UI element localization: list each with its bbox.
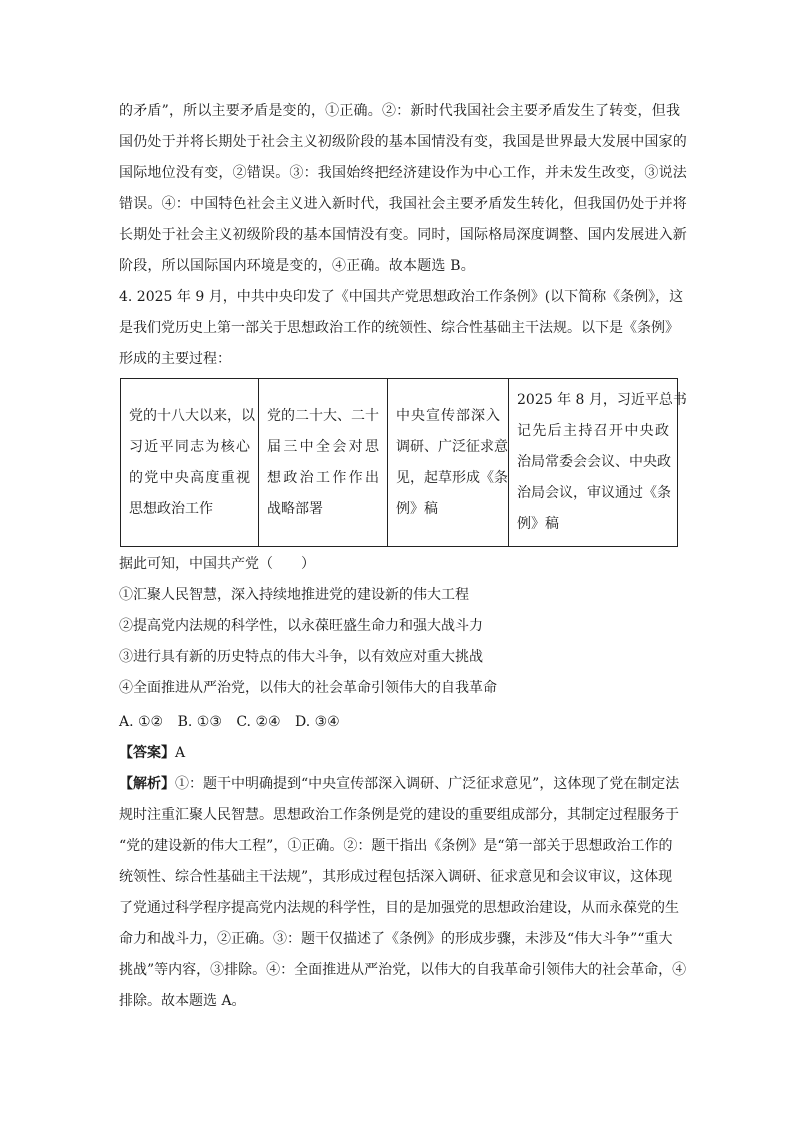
previous-analysis <box>119 96 687 282</box>
prev-analysis-line: 错误。④：中国特色社会主义进入新时代，我国社会主要矛盾发生转化，但我国仍处于并将 <box>119 196 687 212</box>
table-cell-2 <box>259 379 388 547</box>
cell-text-line: 中央宣传部深入 <box>396 407 500 424</box>
answer-value: A <box>175 745 186 761</box>
document-page <box>119 96 687 1017</box>
question-stem-line: 形成的主要过程： <box>119 351 231 367</box>
table-cell-1 <box>121 379 259 547</box>
table-cell-4 <box>509 379 687 547</box>
cell-text-line: 党的十八大以来，以 <box>129 407 255 424</box>
cell-text-line: 届三中全会对思 <box>267 438 379 455</box>
question-prompt: 据此可知，中国共产党（ ） <box>119 556 315 572</box>
analysis-line: “党的建设新的伟大工程”，①正确。②：题干指出《条例》是“第一部关于思想政治工作的 <box>119 838 673 854</box>
prev-analysis-line: 国际地位没有变，②错误。③：我国始终把经济建设作为中心工作，并未发生改变，③说法 <box>119 165 687 181</box>
cell-text-line: 的党中央高度重视 <box>129 469 250 486</box>
analysis-section <box>119 769 687 1017</box>
analysis-line: 排除。故本题选 A。 <box>119 993 246 1009</box>
cell-text-line: 调研、广泛征求意 <box>396 438 508 455</box>
table-row <box>121 379 678 547</box>
analysis-line: 命力和战斗力，②正确。③：题干仅描述了《条例》的形成步骤，未涉及“伟大斗争”“重大 <box>119 931 673 947</box>
analysis-line: 规时注重汇聚人民智慧。思想政治工作条例是党的建设的重要组成部分，其制定过程服务于 <box>119 807 679 823</box>
question-stem-line: 是我们党历史上第一部关于思想政治工作的统领性、综合性基础主干法规。以下是《条例》 <box>119 320 679 336</box>
cell-text-line: 治局会议，审议通过《条 <box>517 485 671 501</box>
cell-text-line: 见，起草形成《条 <box>396 469 508 486</box>
statement-2: ②提高党内法规的科学性，以永葆旺盛生命力和强大战斗力 <box>119 618 483 634</box>
option-a: A. ①② <box>119 714 164 730</box>
analysis-first-line <box>119 769 679 800</box>
question-stem-line: 4. 2025 年 9 月，中共中央印发了《中国共产党思想政治工作条例》(以下简称《条例》，这 <box>119 289 684 305</box>
cell-text-line: 战略部署 <box>267 500 323 517</box>
cell-text-line: 党的二十大、二十 <box>267 407 379 424</box>
prev-analysis-line: 长期处于社会主义初级阶段的基本国情没有变。同时，国际格局深度调整、国内发展进入新 <box>119 227 687 243</box>
answer-label: 【答案】 <box>119 745 175 761</box>
analysis-line: 了党通过科学程序提高党内法规的科学性，目的是加强党的思想政治建设，从而永葆党的生 <box>119 900 679 916</box>
cell-text-line: 想政治工作作出 <box>267 469 379 486</box>
statement-3: ③进行具有新的历史特点的伟大斗争，以有效应对重大挑战 <box>119 649 483 665</box>
analysis-line: 统领性、综合性基础主干法规”，其形成过程包括深入调研、征求意见和会议审议，这体现 <box>119 869 673 885</box>
option-b: B. ①③ <box>177 714 222 730</box>
option-c: C. ②④ <box>236 714 281 730</box>
cell-text-line: 2025 年 8 月，习近平总书 <box>517 392 687 408</box>
option-d: D. ③④ <box>295 714 340 730</box>
prev-analysis-line: 阶段，所以国际国内环境是变的，④正确。故本题选 B。 <box>119 258 475 274</box>
statement-4: ④全面推进从严治党，以伟大的社会革命引领伟大的自我革命 <box>119 680 497 696</box>
cell-text-line: 思想政治工作 <box>129 500 213 517</box>
prev-analysis-line: 国仍处于并将长期处于社会主义初级阶段的基本国情没有变，我国是世界最大发展中国家的 <box>119 134 687 150</box>
answer-section <box>119 738 679 769</box>
table-cell-3 <box>388 379 509 547</box>
cell-text-line: 治局常委会会议、中央政 <box>517 454 671 470</box>
analysis-line: 挑战”等内容，③排除。④：全面推进从严治党，以伟大的自我革命引领伟大的社会革命，④ <box>119 962 687 978</box>
analysis-label: 【解析】 <box>119 776 175 792</box>
prev-analysis-line: 的矛盾”，所以主要矛盾是变的，①正确。②：新时代我国社会主要矛盾发生了转变，但我 <box>119 103 681 119</box>
cell-text-line: 记先后主持召开中央政 <box>517 423 669 439</box>
process-table <box>120 378 687 547</box>
cell-text-line: 例》稿 <box>517 516 559 532</box>
cell-text-line: 习近平同志为核心 <box>129 438 250 455</box>
question-4 <box>119 282 687 738</box>
cell-text-line: 例》稿 <box>396 500 438 517</box>
analysis-line-text: ①：题干中明确提到“中央宣传部深入调研、广泛征求意见”，这体现了党在制定法 <box>175 776 680 792</box>
statement-1: ①汇聚人民智慧，深入持续地推进党的建设新的伟大工程 <box>119 587 469 603</box>
answer-options <box>119 707 679 738</box>
